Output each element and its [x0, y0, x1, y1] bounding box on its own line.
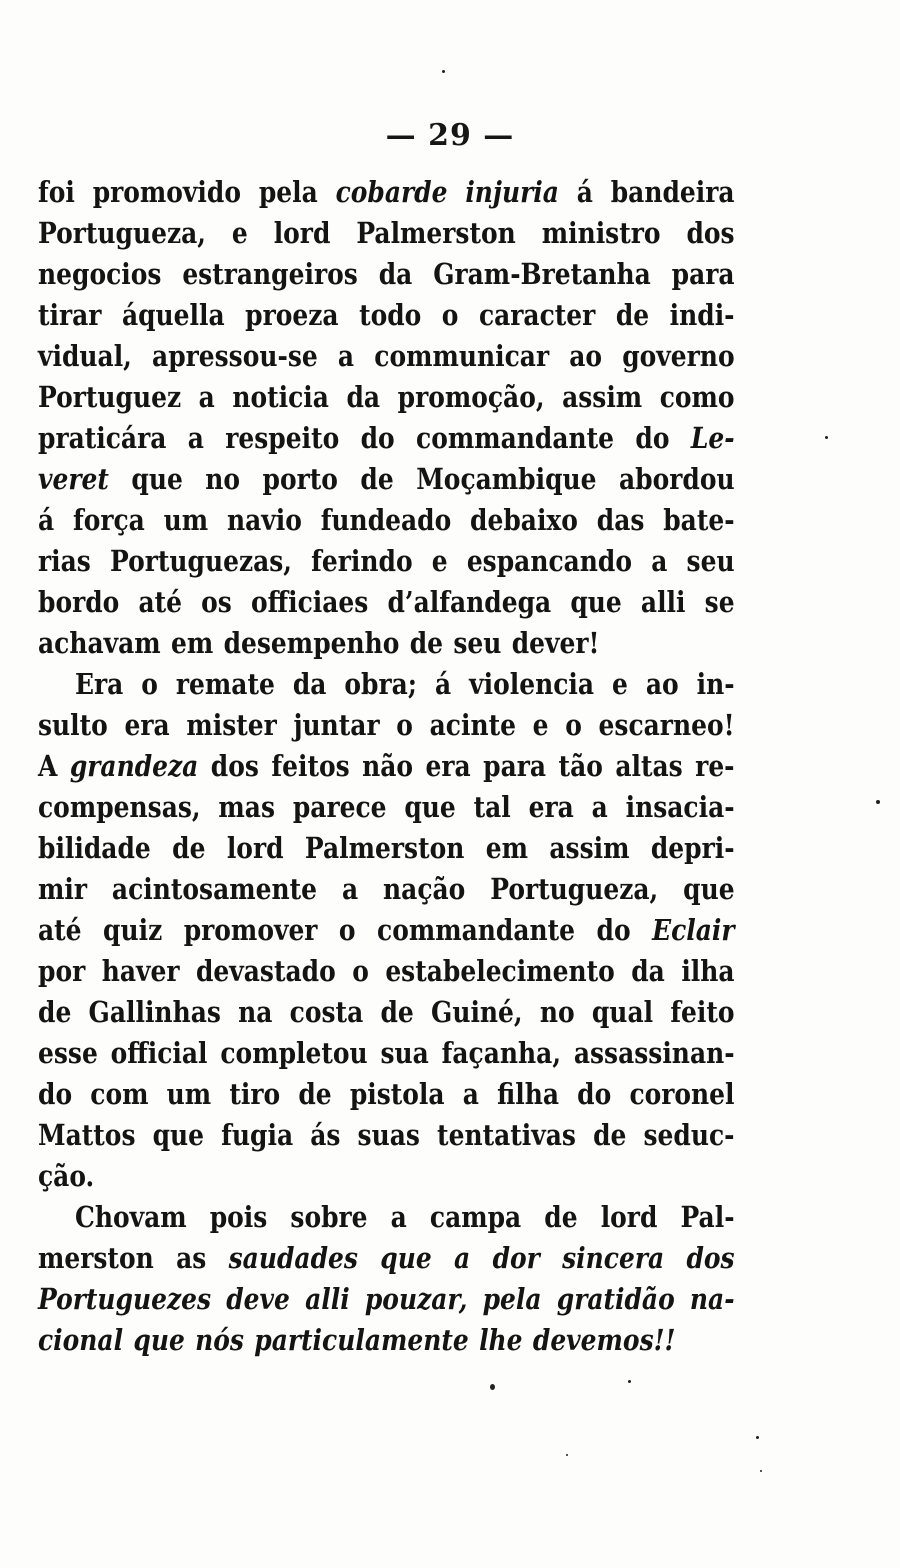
word: a: [454, 1241, 471, 1275]
word: mister: [186, 708, 277, 742]
text-line: [38, 254, 735, 295]
word: lord: [273, 216, 331, 250]
word: Palmerston: [356, 216, 516, 250]
word: áquella: [121, 298, 225, 332]
word: como: [659, 380, 735, 414]
word: todo: [359, 298, 422, 332]
word: tirar: [38, 298, 102, 332]
word: tiro: [229, 1077, 281, 1111]
word: filha: [497, 1077, 559, 1111]
word: Portugueza,: [490, 872, 659, 906]
text-line: [38, 1033, 735, 1074]
word: acinte: [429, 708, 516, 742]
word: deve: [226, 1282, 290, 1316]
text-line: [38, 336, 735, 377]
word: á: [38, 503, 55, 537]
word: alli: [640, 585, 686, 619]
word: ao: [645, 667, 679, 701]
word: era: [528, 790, 574, 824]
word: proeza: [245, 298, 339, 332]
word: de: [172, 831, 206, 865]
word: no: [539, 995, 575, 1029]
word: ao: [569, 339, 603, 373]
word: esse: [38, 1036, 98, 1070]
word: pois: [209, 1200, 268, 1234]
word: feitos: [271, 749, 350, 783]
word: alli: [305, 1282, 350, 1316]
word: Portuguezas,: [109, 544, 292, 578]
word: altas: [615, 749, 683, 783]
word: apressou-se: [152, 339, 318, 373]
word: Gram-Bretanha: [433, 257, 651, 291]
word: Moçambique: [416, 462, 597, 496]
word: lhe: [479, 1323, 523, 1357]
word: de: [593, 1118, 627, 1152]
text-line: [38, 664, 735, 705]
word: Guiné,: [431, 995, 523, 1029]
word: que: [570, 585, 622, 619]
word: e: [231, 216, 248, 250]
word: em: [485, 831, 528, 865]
word: para: [671, 257, 735, 291]
word: achavam: [38, 626, 161, 660]
word: Portugueza,: [38, 216, 206, 250]
word: a: [198, 380, 215, 414]
word: fundeado: [320, 503, 452, 537]
word: fugia: [221, 1118, 294, 1152]
word: ferindo: [311, 544, 413, 578]
word: noticia: [232, 380, 329, 414]
word: completou: [220, 1036, 368, 1070]
word: bordo: [38, 585, 120, 619]
word: navio: [226, 503, 302, 537]
word: a: [390, 1200, 407, 1234]
text-line: [38, 951, 735, 992]
word: Eclair: [652, 913, 735, 947]
word: sua: [380, 1036, 429, 1070]
word: tentativas: [437, 1118, 576, 1152]
text-line: [38, 418, 735, 459]
word: suas: [357, 1118, 420, 1152]
word: estabelecimento: [385, 954, 615, 988]
word: sincera: [562, 1241, 665, 1275]
word: com: [90, 1077, 149, 1111]
word: sobre: [290, 1200, 368, 1234]
word: Mattos: [38, 1118, 136, 1152]
word: communicar: [374, 339, 550, 373]
word: promover: [183, 913, 318, 947]
word: que: [683, 872, 735, 906]
word: seduc-: [643, 1118, 735, 1152]
word: era: [425, 749, 471, 783]
word: para: [483, 749, 547, 783]
word: seu: [686, 544, 735, 578]
word: e: [431, 544, 448, 578]
word: e: [532, 708, 549, 742]
word: á: [434, 667, 452, 701]
word: re-: [695, 749, 735, 783]
word: officiaes: [251, 585, 369, 619]
word: praticára: [38, 421, 167, 455]
word: violencia: [469, 667, 595, 701]
word: governo: [622, 339, 735, 373]
word: a: [337, 339, 355, 373]
word: da: [378, 257, 413, 291]
word: a: [341, 872, 359, 906]
word: que: [380, 1241, 432, 1275]
word: de: [544, 1200, 578, 1234]
word: do: [360, 421, 395, 455]
word: A: [38, 749, 58, 783]
text-line: [38, 910, 735, 951]
word: remate: [175, 667, 275, 701]
word: na: [238, 995, 273, 1029]
word: o: [352, 954, 369, 988]
text-line: [38, 295, 735, 336]
word: a: [462, 1077, 479, 1111]
word: haver: [101, 954, 180, 988]
word: ministro: [541, 216, 661, 250]
word: particulamente: [254, 1323, 469, 1357]
word: pela: [258, 175, 318, 209]
word: promovido: [92, 175, 241, 209]
text-line: [38, 828, 735, 869]
scan-speck: [490, 1384, 495, 1390]
word: a: [187, 421, 204, 455]
word: o: [141, 667, 158, 701]
word: pela: [482, 1282, 542, 1316]
word: Chovam: [74, 1200, 187, 1234]
word: um: [166, 1077, 212, 1111]
word: coronel: [629, 1077, 735, 1111]
word: do: [596, 913, 631, 947]
word: official: [110, 1036, 208, 1070]
word: um: [163, 503, 209, 537]
text-line: [38, 623, 735, 664]
word: até: [38, 913, 82, 947]
text-line: [38, 172, 735, 213]
word: debaixo: [470, 503, 578, 537]
word: do: [577, 1077, 612, 1111]
word: respeito: [225, 421, 340, 455]
word: de: [298, 1077, 332, 1111]
text-line: [38, 869, 735, 910]
word: devemos!!: [532, 1323, 676, 1357]
word: não: [362, 749, 414, 783]
word: nação: [383, 872, 466, 906]
word: in-: [696, 667, 735, 701]
word: cobarde: [335, 175, 448, 209]
word: do: [38, 1077, 73, 1111]
word: ilha: [681, 954, 735, 988]
word: de: [360, 462, 394, 496]
word: merston: [38, 1241, 154, 1275]
word: assim: [549, 831, 630, 865]
word: era: [124, 708, 170, 742]
scan-speck: [566, 1454, 568, 1456]
word: dos: [686, 216, 735, 250]
word: abordou: [619, 462, 735, 496]
word: força: [72, 503, 145, 537]
word: e: [612, 667, 628, 701]
word: cional: [38, 1323, 124, 1357]
word: promoção,: [397, 380, 545, 414]
text-line: [38, 500, 735, 541]
word: lord: [600, 1200, 658, 1234]
word: campa: [429, 1200, 522, 1234]
text-line: [38, 1320, 735, 1361]
text-line: [38, 1074, 735, 1115]
word: veret: [38, 462, 109, 496]
word: bate-: [663, 503, 735, 537]
text-line: [38, 213, 735, 254]
text-line: [38, 1279, 735, 1320]
word: d’alfandega: [387, 585, 552, 619]
word: ás: [310, 1118, 341, 1152]
word: qual: [591, 995, 654, 1029]
word: compensas,: [38, 790, 201, 824]
text-line: [38, 459, 735, 500]
word: acintosamente: [111, 872, 318, 906]
word: obra;: [344, 667, 418, 701]
word: injuria: [465, 175, 559, 209]
scan-speck: [442, 70, 445, 73]
word: dever!: [511, 626, 600, 660]
word: sulto: [38, 708, 108, 742]
word: lord: [226, 831, 284, 865]
word: Era: [74, 667, 124, 701]
word: costa: [289, 995, 364, 1029]
word: mas: [218, 790, 276, 824]
text-line: [38, 1156, 735, 1197]
word: quiz: [103, 913, 163, 947]
word: o: [396, 708, 413, 742]
word: de: [409, 626, 444, 660]
word: insacia-: [625, 790, 735, 824]
word: assassinan-: [573, 1036, 735, 1070]
text-line: [38, 1238, 735, 1279]
word: parece: [292, 790, 387, 824]
word: foi: [38, 175, 75, 209]
word: Gallinhas: [88, 995, 221, 1029]
scan-speck: [760, 1470, 762, 1472]
word: estrangeiros: [182, 257, 358, 291]
word: da: [346, 380, 381, 414]
word: a: [651, 544, 668, 578]
text-line: [38, 1197, 735, 1238]
word: que: [131, 462, 183, 496]
word: porto: [262, 462, 338, 496]
body-text: [38, 172, 734, 1361]
text-line: [38, 992, 735, 1033]
word: façanha,: [441, 1036, 562, 1070]
word: o: [338, 913, 356, 947]
word: caracter: [478, 298, 596, 332]
word: no: [205, 462, 241, 496]
word: os: [201, 585, 232, 619]
word: Portuguezes: [38, 1282, 212, 1316]
word: seu: [453, 626, 502, 660]
word: Palmerston: [304, 831, 465, 865]
word: até: [138, 585, 183, 619]
text-line: [38, 705, 735, 746]
word: do: [635, 421, 670, 455]
word: saudades: [228, 1241, 358, 1275]
word: grandeza: [69, 749, 199, 783]
word: o: [565, 708, 582, 742]
word: em: [171, 626, 214, 660]
word: a: [591, 790, 608, 824]
word: desempenho: [223, 626, 400, 660]
word: indi-: [669, 298, 735, 332]
word: de: [380, 995, 414, 1029]
word: dos: [686, 1241, 735, 1275]
word: de: [38, 995, 72, 1029]
word: das: [596, 503, 645, 537]
word: o: [441, 298, 459, 332]
word: gratidão: [556, 1282, 675, 1316]
word: devastado: [195, 954, 336, 988]
word: que: [152, 1118, 205, 1152]
scan-speck: [628, 1380, 631, 1383]
word: nós: [195, 1323, 244, 1357]
word: depri-: [650, 831, 735, 865]
word: da: [631, 954, 665, 988]
word: assim: [562, 380, 643, 414]
word: se: [704, 585, 735, 619]
word: de: [615, 298, 650, 332]
word: ção.: [38, 1159, 95, 1193]
word: negocios: [38, 257, 162, 291]
scan-speck: [876, 800, 880, 804]
text-line: [38, 377, 735, 418]
word: pouzar,: [364, 1282, 468, 1316]
word: á: [576, 175, 593, 209]
word: Le-: [690, 421, 735, 455]
text-line: [38, 541, 735, 582]
word: commandante: [377, 913, 576, 947]
word: tal: [473, 790, 511, 824]
word: pistola: [349, 1077, 445, 1111]
word: commandante: [416, 421, 615, 455]
word: mir: [38, 872, 88, 906]
word: bilidade: [38, 831, 151, 865]
word: escarneo!: [598, 708, 735, 742]
word: dor: [492, 1241, 540, 1275]
word: por: [38, 954, 86, 988]
word: tão: [558, 749, 603, 783]
word: da: [292, 667, 327, 701]
word: dos: [210, 749, 259, 783]
word: as: [176, 1241, 207, 1275]
word: vidual,: [38, 339, 132, 373]
word: que: [404, 790, 456, 824]
scan-speck: [825, 436, 828, 439]
word: que: [133, 1323, 185, 1357]
scan-speck: [756, 1436, 759, 1439]
word: rias: [38, 544, 91, 578]
word: juntar: [293, 708, 380, 742]
text-line: [38, 746, 735, 787]
word: Pal-: [680, 1200, 735, 1234]
text-line: [38, 787, 735, 828]
text-line: [38, 1115, 735, 1156]
page-number: — 29 —: [385, 118, 515, 153]
word: na-: [689, 1282, 735, 1316]
word: Portuguez: [38, 380, 182, 414]
text-line: [38, 582, 735, 623]
word: bandeira: [610, 175, 735, 209]
word: feito: [670, 995, 735, 1029]
word: espancando: [466, 544, 633, 578]
